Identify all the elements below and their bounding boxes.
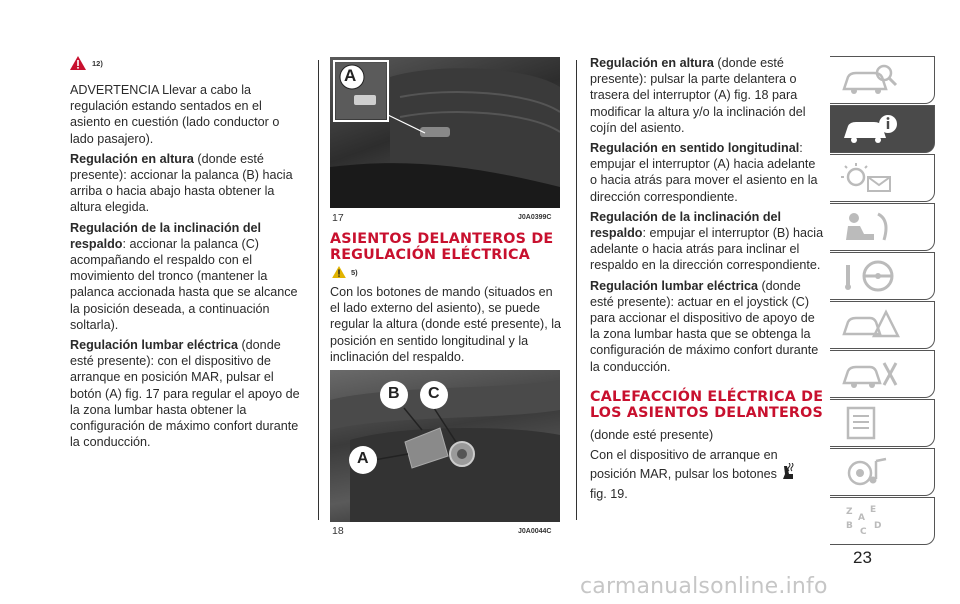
warning-ref: 12) bbox=[92, 58, 103, 68]
svg-text:E: E bbox=[870, 505, 877, 515]
term-longitudinal: Regulación en sentido longitudinal bbox=[590, 141, 800, 156]
paragraph-height-adjust bbox=[70, 151, 302, 216]
paragraph-fig19: fig. 19. bbox=[590, 487, 628, 502]
column-divider bbox=[576, 60, 577, 520]
figure-17-code: J0A0399C bbox=[518, 214, 552, 221]
caution-ref: 5) bbox=[351, 267, 358, 277]
tab-warning-lights[interactable] bbox=[830, 154, 935, 202]
column-middle-text bbox=[330, 284, 562, 369]
figure-18-code: J0A0044C bbox=[518, 528, 552, 535]
column-right bbox=[590, 55, 824, 507]
safety-person-icon bbox=[840, 210, 900, 244]
tab-emergency[interactable] bbox=[830, 301, 935, 349]
svg-text:D: D bbox=[874, 521, 882, 531]
figure-17 bbox=[330, 57, 560, 208]
index-letters-icon bbox=[840, 504, 900, 538]
term-backrest-electric: Regulación de la inclinación del respaldo bbox=[590, 209, 782, 241]
tab-getting-to-know[interactable] bbox=[830, 56, 935, 104]
svg-text:B: B bbox=[846, 521, 853, 531]
seat-photo-17 bbox=[330, 57, 560, 208]
column-left bbox=[70, 82, 302, 454]
page-number: 23 bbox=[853, 548, 872, 567]
text-lumbar: (donde esté presente): con el dispositivo de arranque en posición MAR, pulsar el botón (A) fig. 17 para regular el apoyo de la zona lumbar hasta obtener la configuración de máximo confort durante la conducción. bbox=[70, 338, 300, 450]
tab-safety[interactable] bbox=[830, 203, 935, 251]
tab-servicing[interactable] bbox=[830, 350, 935, 398]
paragraph-where-present: (donde esté presente) bbox=[590, 427, 714, 442]
watermark: carmanualsonline.info bbox=[580, 574, 828, 599]
warning-triangle-icon bbox=[70, 56, 86, 70]
paragraph-buttons: Con los botones de mando (situados en el lado externo del asiento), se puede regular la altura (donde esté presente), la posición en sentido longitudinal y la inclinación del respaldo. bbox=[330, 285, 562, 364]
car-service-icon bbox=[840, 357, 900, 391]
term-lumbar: Regulación lumbar eléctrica bbox=[70, 338, 238, 353]
warning-ref-row bbox=[70, 56, 103, 70]
paragraph-lumbar bbox=[70, 337, 302, 450]
paragraph-backrest bbox=[70, 220, 302, 333]
warning-light-icon bbox=[840, 161, 900, 195]
term-lumbar-electric: Regulación lumbar eléctrica bbox=[590, 278, 758, 293]
figure-17-number: 17 bbox=[332, 212, 344, 224]
text-longitudinal: : empujar el interruptor (A) hacia adelante o hacia atrás para mover el asiento en la dirección correspondiente. bbox=[590, 141, 818, 204]
paragraph-height-electric bbox=[590, 55, 824, 136]
heading-electric-seats: ASIENTOS DELANTEROS DE REGULACIÓN ELÉCTRICA bbox=[330, 231, 554, 263]
section-electric-seats bbox=[330, 231, 562, 263]
specs-list-icon bbox=[840, 406, 900, 440]
warning-paragraph: ADVERTENCIA Llevar a cabo la regulación estando sentados en el asiento en cuestión (lado conductor o lado pasajero). bbox=[70, 83, 280, 146]
seat-photo-18 bbox=[330, 370, 560, 522]
figure-18-label-c: C bbox=[428, 385, 440, 402]
warning-ref-row-2 bbox=[332, 266, 358, 278]
heading-seat-heating: CALEFACCIÓN ELÉCTRICA DE LOS ASIENTOS DELANTEROS bbox=[590, 388, 824, 421]
paragraph-backrest-electric bbox=[590, 209, 824, 274]
column-divider bbox=[318, 60, 319, 520]
car-info-icon bbox=[840, 112, 900, 146]
tab-dashboard[interactable] bbox=[830, 105, 935, 153]
text-height: (donde esté presente): accionar la palanca (B) hacia arriba o hacia abajo hasta obtener la altura elegida. bbox=[70, 151, 293, 215]
figure-18-label-b: B bbox=[388, 385, 400, 402]
paragraph-lumbar-electric bbox=[590, 278, 824, 375]
tab-index[interactable] bbox=[830, 497, 935, 545]
seat-heater-icon bbox=[780, 463, 796, 481]
text-backrest: : accionar la palanca (C) acompañando el respaldo con el movimiento del tronco (mantener la palanca accionada hasta que se alcance la posición deseada, a continuación soltarla). bbox=[70, 236, 298, 332]
figure-18-label-a: A bbox=[357, 450, 369, 467]
car-search-icon bbox=[840, 63, 900, 97]
svg-text:C: C bbox=[860, 527, 867, 537]
svg-text:Z: Z bbox=[846, 507, 853, 517]
multimedia-icon bbox=[840, 455, 900, 489]
text-lumbar-electric: (donde esté presente): actuar en el joystick (C) para accionar el dispositivo de apoyo de la zona lumbar hasta que se obtenga la configuración de máximo confort durante la conducción. bbox=[590, 278, 819, 374]
tab-multimedia[interactable] bbox=[830, 448, 935, 496]
figure-17-label-a: A bbox=[344, 66, 357, 85]
text-height-electric: (donde esté presente): pulsar la parte delantera o trasera del interruptor (A) fig. 18 para modificar la altura y/o la inclinación del cojín del asiento. bbox=[590, 56, 806, 135]
term-height-electric: Regulación en altura bbox=[590, 56, 714, 70]
text-heating: Con el dispositivo de arranque en posición MAR, pulsar los botones bbox=[590, 448, 778, 482]
breakdown-triangle-icon bbox=[840, 308, 900, 342]
figure-18-number: 18 bbox=[332, 525, 344, 537]
steering-wheel-icon bbox=[840, 259, 900, 293]
paragraph-longitudinal bbox=[590, 140, 824, 205]
text-backrest-electric: : empujar el interruptor (B) hacia adelante o hacia atrás para inclinar el respaldo en la dirección correspondiente. bbox=[590, 226, 824, 273]
tab-technical-data[interactable] bbox=[830, 399, 935, 447]
svg-text:A: A bbox=[858, 513, 865, 523]
term-height: Regulación en altura bbox=[70, 151, 194, 166]
term-backrest: Regulación de la inclinación del respaldo bbox=[70, 220, 262, 251]
caution-triangle-icon bbox=[332, 266, 346, 278]
figure-18 bbox=[330, 370, 560, 522]
paragraph-heating bbox=[590, 447, 824, 482]
tab-starting-driving[interactable] bbox=[830, 252, 935, 300]
